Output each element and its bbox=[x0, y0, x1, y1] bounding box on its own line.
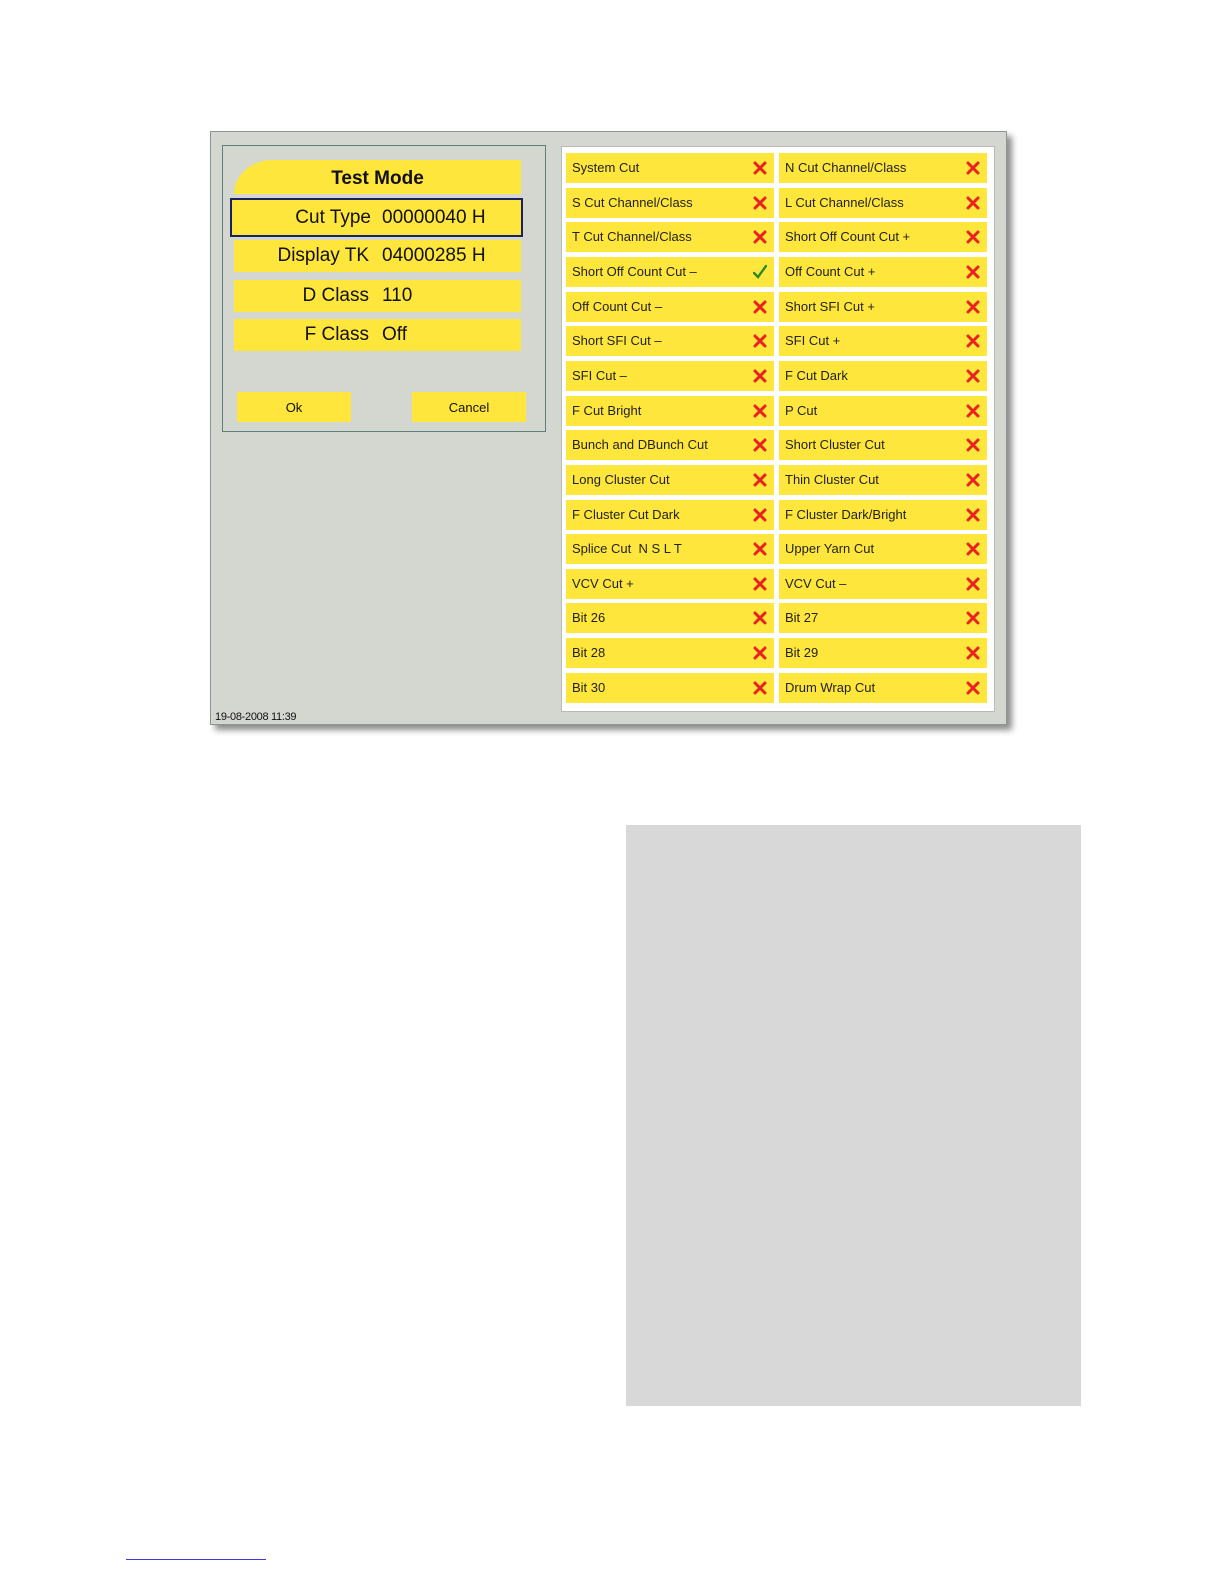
cut-label: F Cut Bright bbox=[572, 402, 642, 418]
ok-button[interactable]: Ok bbox=[237, 392, 351, 422]
test-mode-screen bbox=[210, 131, 1007, 725]
cut-item[interactable] bbox=[779, 292, 987, 322]
grey-placeholder-box bbox=[626, 825, 1081, 1406]
cut-label: Bit 26 bbox=[572, 610, 606, 626]
cut-item[interactable] bbox=[566, 257, 774, 287]
cross-icon bbox=[966, 299, 980, 315]
field-cut-type[interactable] bbox=[230, 198, 523, 237]
cut-item[interactable] bbox=[779, 465, 987, 495]
cross-icon bbox=[753, 403, 767, 419]
cut-item[interactable] bbox=[566, 153, 774, 183]
cut-label: Bit 30 bbox=[572, 679, 606, 695]
field-value: 110 bbox=[382, 285, 413, 306]
test-mode-dialog bbox=[222, 145, 546, 432]
cut-status-grid bbox=[561, 146, 995, 712]
cut-label: Bit 29 bbox=[785, 645, 819, 661]
cut-item[interactable] bbox=[566, 603, 774, 633]
cut-item[interactable] bbox=[566, 430, 774, 460]
cut-label: Short Cluster Cut bbox=[785, 437, 885, 453]
cross-icon bbox=[966, 645, 980, 661]
cut-item[interactable] bbox=[779, 534, 987, 564]
cross-icon bbox=[966, 472, 980, 488]
cut-item[interactable] bbox=[779, 188, 987, 218]
footnote-rule bbox=[126, 1559, 266, 1560]
cut-item[interactable] bbox=[566, 465, 774, 495]
cut-label: Thin Cluster Cut bbox=[785, 471, 879, 487]
cross-icon bbox=[753, 229, 767, 245]
cut-label: P Cut bbox=[785, 402, 818, 418]
cross-icon bbox=[966, 264, 980, 280]
cross-icon bbox=[753, 610, 767, 626]
cross-icon bbox=[753, 645, 767, 661]
cross-icon bbox=[966, 160, 980, 176]
cross-icon bbox=[966, 195, 980, 211]
cross-icon bbox=[753, 160, 767, 176]
cut-item[interactable] bbox=[566, 396, 774, 426]
cut-label: SFI Cut + bbox=[785, 333, 841, 349]
cut-label: Off Count Cut – bbox=[572, 298, 663, 314]
cross-icon bbox=[753, 541, 767, 557]
cut-label: Upper Yarn Cut bbox=[785, 541, 875, 557]
field-label: D Class bbox=[302, 285, 369, 306]
cut-label: L Cut Channel/Class bbox=[785, 194, 904, 210]
field-f-class[interactable] bbox=[234, 319, 521, 351]
cut-item[interactable] bbox=[566, 188, 774, 218]
field-value: Off bbox=[382, 324, 407, 345]
cut-label: T Cut Channel/Class bbox=[572, 229, 692, 245]
cross-icon bbox=[753, 576, 767, 592]
cut-item[interactable] bbox=[566, 326, 774, 356]
cross-icon bbox=[753, 299, 767, 315]
cut-item[interactable] bbox=[779, 638, 987, 668]
field-value: 00000040 H bbox=[382, 207, 486, 228]
field-display-tk[interactable] bbox=[234, 240, 521, 272]
cut-label: VCV Cut + bbox=[572, 575, 634, 591]
field-label: Display TK bbox=[277, 245, 369, 266]
cut-label: F Cluster Dark/Bright bbox=[785, 506, 907, 522]
cross-icon bbox=[966, 403, 980, 419]
cut-item[interactable] bbox=[779, 430, 987, 460]
cut-item[interactable] bbox=[779, 396, 987, 426]
cut-item[interactable] bbox=[779, 673, 987, 703]
cut-item[interactable] bbox=[779, 603, 987, 633]
cross-icon bbox=[753, 195, 767, 211]
cut-label: Drum Wrap Cut bbox=[785, 679, 876, 695]
cross-icon bbox=[966, 610, 980, 626]
cut-item[interactable] bbox=[566, 638, 774, 668]
cut-label: Short Off Count Cut – bbox=[572, 263, 697, 279]
cross-icon bbox=[753, 507, 767, 523]
cross-icon bbox=[966, 368, 980, 384]
cut-item[interactable] bbox=[566, 361, 774, 391]
cut-label: Long Cluster Cut bbox=[572, 471, 670, 487]
cut-item[interactable] bbox=[779, 500, 987, 530]
cut-label: Bit 27 bbox=[785, 610, 819, 626]
cross-icon bbox=[966, 507, 980, 523]
cut-item[interactable] bbox=[566, 569, 774, 599]
cut-label: System Cut bbox=[572, 160, 640, 175]
cross-icon bbox=[966, 541, 980, 557]
cross-icon bbox=[966, 437, 980, 453]
cross-icon bbox=[753, 680, 767, 696]
cross-icon bbox=[753, 333, 767, 349]
cross-icon bbox=[966, 229, 980, 245]
cut-label: Short Off Count Cut + bbox=[785, 229, 911, 245]
field-label: Cut Type bbox=[295, 207, 371, 228]
field-d-class[interactable] bbox=[234, 280, 521, 312]
check-icon bbox=[753, 264, 767, 280]
timestamp: 19-08-2008 11:39 bbox=[215, 711, 297, 723]
cut-item[interactable] bbox=[566, 222, 774, 252]
dialog-title: Test Mode bbox=[234, 160, 521, 194]
cut-item[interactable] bbox=[566, 673, 774, 703]
cut-label: Splice Cut N S L T bbox=[572, 541, 682, 557]
cut-label: Short SFI Cut + bbox=[785, 298, 875, 314]
cut-label: Short SFI Cut – bbox=[572, 333, 662, 349]
cut-label: S Cut Channel/Class bbox=[572, 194, 693, 210]
field-value: 04000285 H bbox=[382, 245, 486, 266]
cut-item[interactable] bbox=[566, 534, 774, 564]
cross-icon bbox=[966, 680, 980, 696]
cut-item[interactable] bbox=[779, 569, 987, 599]
cut-label: F Cut Dark bbox=[785, 367, 848, 383]
cut-label: Bit 28 bbox=[572, 645, 606, 661]
cross-icon bbox=[966, 576, 980, 592]
cut-label: Off Count Cut + bbox=[785, 263, 876, 279]
cross-icon bbox=[966, 333, 980, 349]
cut-label: SFI Cut – bbox=[572, 367, 627, 383]
cut-item[interactable] bbox=[566, 292, 774, 322]
cut-label: F Cluster Cut Dark bbox=[572, 506, 680, 522]
cut-item[interactable] bbox=[779, 326, 987, 356]
cut-label: Bunch and DBunch Cut bbox=[572, 437, 708, 453]
cut-item[interactable] bbox=[779, 361, 987, 391]
cut-item[interactable] bbox=[779, 257, 987, 287]
cut-item[interactable] bbox=[779, 222, 987, 252]
cross-icon bbox=[753, 437, 767, 453]
cross-icon bbox=[753, 472, 767, 488]
cut-label: VCV Cut – bbox=[785, 575, 847, 591]
cut-label: N Cut Channel/Class bbox=[785, 160, 907, 175]
cut-item[interactable] bbox=[779, 153, 987, 183]
cut-item[interactable] bbox=[566, 500, 774, 530]
cancel-button[interactable]: Cancel bbox=[412, 392, 526, 422]
field-label: F Class bbox=[304, 324, 369, 345]
cross-icon bbox=[753, 368, 767, 384]
